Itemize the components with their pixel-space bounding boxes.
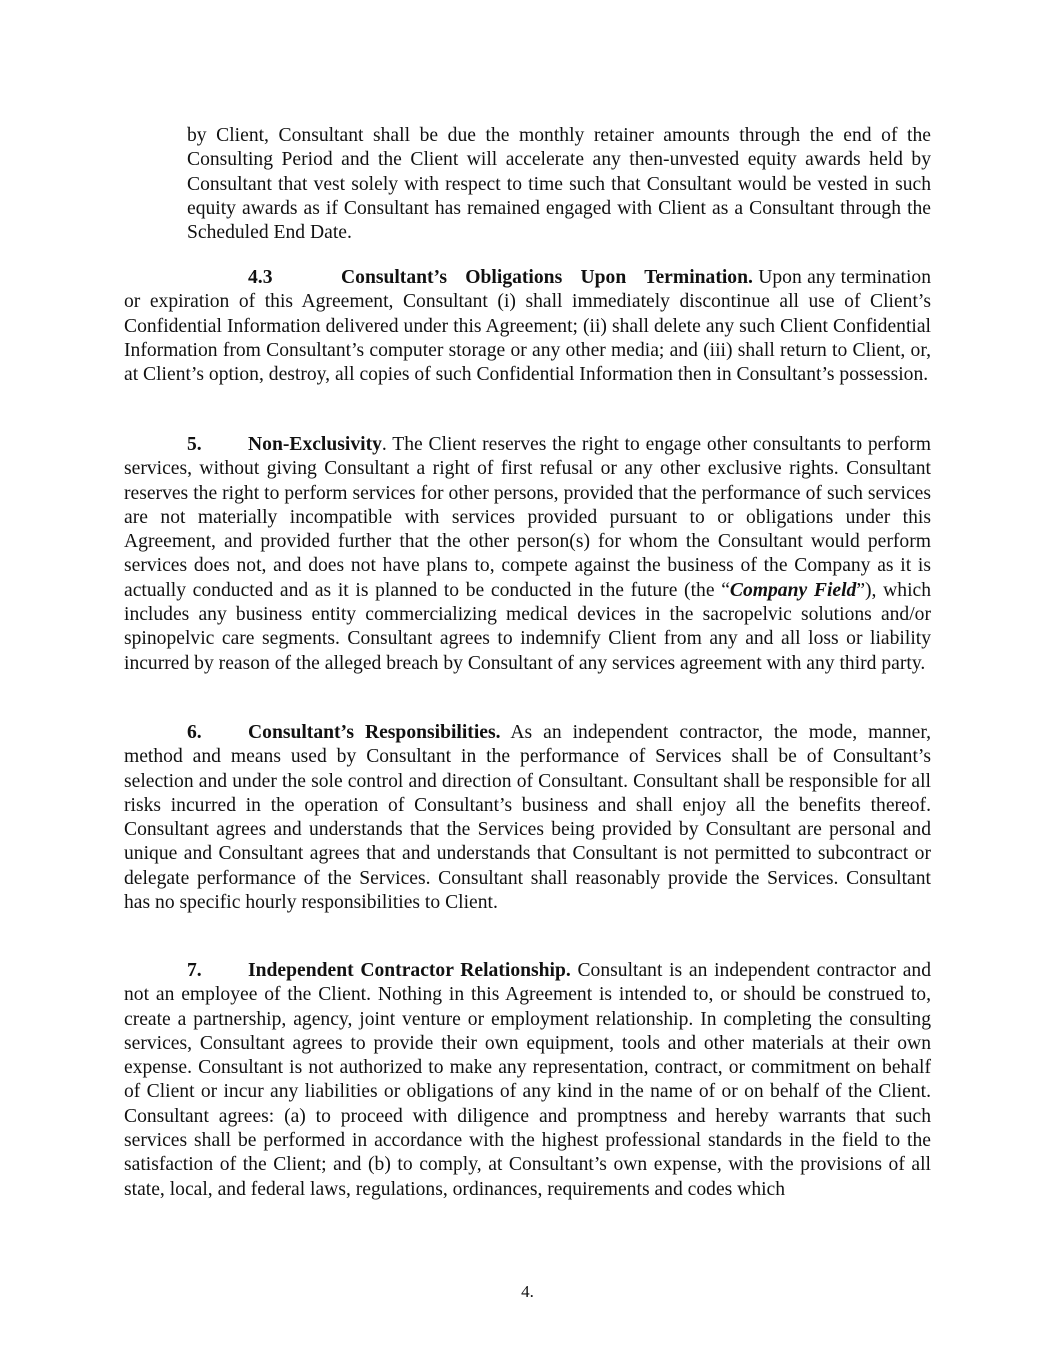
section-heading: Consultant’s Responsibilities. [248,722,501,743]
section-number: 4.3 [248,267,273,288]
section-heading: Independent Contractor Relationship. [248,960,571,981]
defined-term: Company Field [729,579,857,601]
section-body: Consultant is an independent contractor and not an employee of the Client. Nothing in this Agreement is intended to, or should be construed to, create a partnership, agency, joint venture or employment relationship. In completing the consulting services, Consultant agrees to provide their own equipment, tools and other materials at their own expense. Consultant is not authorized to make any representation, contract, or commitment on behalf of Client or incur any liabilities or obligations of any kind in the name of or on behalf of the Client. Consultant agrees: (a) to proceed with diligence and promptness and hereby warrants that such services shall be performed in accordance with the highest professional standards in the field to the satisfaction of the Client; and (b) to comply, at Consultant’s own expense, with the provisions of all state, local, and federal laws, regulations, ordinances, requirements and codes which [124,960,931,1200]
section-6 [124,721,931,915]
section-4-3 [124,266,931,387]
section-number: 6. [187,722,202,743]
section-body: Upon any termination or expiration of this Agreement, Consultant (i) shall immediately discontinue all use of Client’s Confidential Information delivered under this Agreement; (ii) shall delete any such Client Confidential Information from Consultant’s computer storage or any other media; and (iii) shall return to Client, or, at Client’s option, destroy, all copies of such Confidential Information then in Consultant’s possession. [124,267,931,386]
section-heading: Non-Exclusivity [248,434,382,455]
section-number: 5. [187,434,202,455]
section-heading: Consultant’s Obligations Upon Termination. [341,267,753,288]
page-number: 4. [521,1282,534,1301]
section-body-continued: ”), which includes any business entity commercializing medical devices in the sacropelvic solutions and/or spinopelvic care segments. Consultant agrees to indemnify Client from any and all loss or liability incurred by reason of the alleged breach by Consultant of any services agreement with any third party. [124,579,932,674]
section-5 [124,433,931,676]
section-body: . The Client reserves the right to engage other consultants to perform services, without giving Consultant a right of first refusal or any other exclusive rights. Consultant reserves the right to perform services for other persons, provided that the performance of such services are not materially incompatible with services provided pursuant to or obligations under this Agreement, and provided further that the other person(s) for whom the Consultant would perform services does not, and does not have plans to, compete against the business of the Company as it is actually conducted and as it is planned to be conducted in the future (the “ [124,434,931,601]
continuation-paragraph: by Client, Consultant shall be due the monthly retainer amounts through the end of the Consulting Period and the Client will accelerate any then-unvested equity awards held by Consultant that vest solely with respect to time such that Consultant would be vested in such equity awards as if Consultant has remained engaged with Client as a Consultant through the Scheduled End Date. [187,125,931,244]
section-number: 7. [187,960,202,981]
section-body: As an independent contractor, the mode, manner, method and means used by Consultant in the performance of Services shall be of Consultant’s selection and under the sole control and direction of Consultant. Consultant shall be responsible for all risks incurred in the operation of Consultant’s business and shall enjoy all the benefits thereof. Consultant agrees and understands that the Services being provided by Consultant are personal and unique and Consultant agrees that and understands that Consultant is not permitted to subcontract or delegate performance of the Services. Consultant shall reasonably provide the Services. Consultant has no specific hourly responsibilities to Client. [124,722,931,914]
section-7 [124,959,931,1202]
